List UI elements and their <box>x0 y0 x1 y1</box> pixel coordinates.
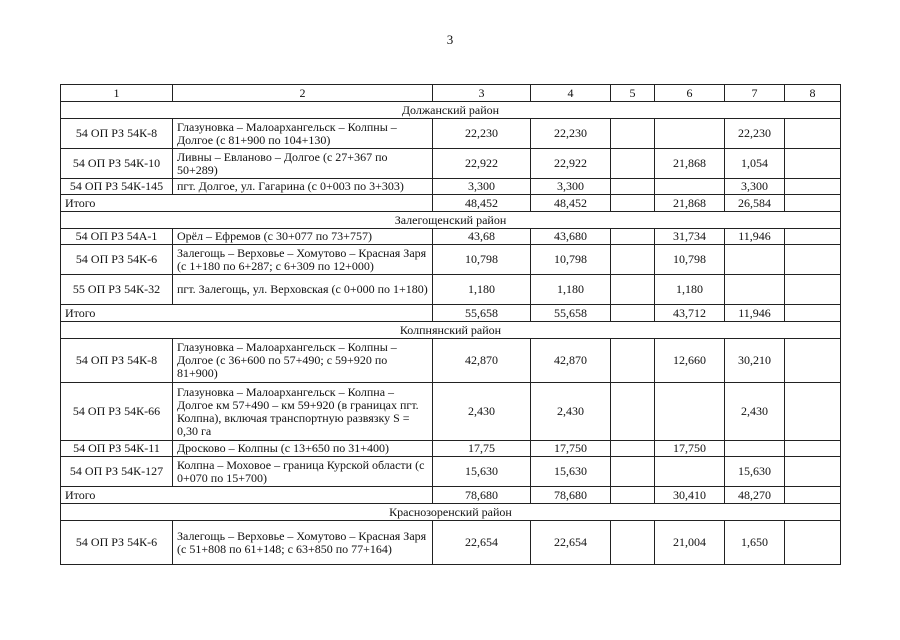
column-number: 8 <box>785 85 841 102</box>
road-code-cell: 54 ОП РЗ 54К-11 <box>61 441 173 457</box>
road-name-cell: Орёл – Ефремов (с 30+077 по 73+757) <box>173 229 433 245</box>
road-row <box>61 441 841 457</box>
district-row <box>61 504 841 521</box>
road-name-cell: пгт. Долгое, ул. Гагарина (с 0+003 по 3+303) <box>173 179 433 195</box>
value-cell-c3: 43,68 <box>433 229 531 245</box>
value-cell-c4: 2,430 <box>531 383 611 441</box>
value-cell-c4: 43,680 <box>531 229 611 245</box>
district-row <box>61 322 841 339</box>
value-cell-c3: 17,75 <box>433 441 531 457</box>
road-row <box>61 179 841 195</box>
value-cell-c7: 11,946 <box>725 229 785 245</box>
column-number: 5 <box>611 85 655 102</box>
value-cell-c3: 15,630 <box>433 457 531 487</box>
value-cell-c5 <box>611 245 655 275</box>
road-code-cell: 54 ОП РЗ 54К-145 <box>61 179 173 195</box>
value-cell-c6 <box>655 457 725 487</box>
value-cell-c3: 3,300 <box>433 179 531 195</box>
table-body <box>61 85 841 565</box>
road-name-cell: Колпна – Моховое – граница Курской области (с 0+070 по 15+700) <box>173 457 433 487</box>
value-cell-c8 <box>785 339 841 383</box>
value-cell-c8 <box>785 521 841 565</box>
road-code-cell: 54 ОП РЗ 54К-127 <box>61 457 173 487</box>
road-row <box>61 457 841 487</box>
value-cell-c6: 17,750 <box>655 441 725 457</box>
value-cell-c4: 1,180 <box>531 275 611 305</box>
value-cell-c7: 1,650 <box>725 521 785 565</box>
value-cell-c8 <box>785 383 841 441</box>
road-code-cell: 54 ОП РЗ 54К-66 <box>61 383 173 441</box>
value-cell-c4: 22,654 <box>531 521 611 565</box>
value-cell-c7: 30,210 <box>725 339 785 383</box>
value-cell-c6: 21,868 <box>655 149 725 179</box>
value-cell-c5 <box>611 339 655 383</box>
value-cell-c8 <box>785 149 841 179</box>
value-cell-c8 <box>785 245 841 275</box>
road-name-cell: Ливны – Евланово – Долгое (с 27+367 по 50+289) <box>173 149 433 179</box>
road-row <box>61 275 841 305</box>
total-row <box>61 305 841 322</box>
total-cell-c8 <box>785 195 841 212</box>
district-row <box>61 212 841 229</box>
value-cell-c6: 21,004 <box>655 521 725 565</box>
value-cell-c5 <box>611 119 655 149</box>
road-row <box>61 521 841 565</box>
page-number: 3 <box>446 32 454 47</box>
road-row <box>61 119 841 149</box>
road-code-cell: 54 ОП РЗ 54К-8 <box>61 119 173 149</box>
value-cell-c8 <box>785 441 841 457</box>
total-row <box>61 195 841 212</box>
road-row <box>61 245 841 275</box>
total-label: Итого <box>61 305 433 322</box>
district-heading: Должанский район <box>61 102 841 119</box>
value-cell-c6 <box>655 119 725 149</box>
total-cell-c7: 11,946 <box>725 305 785 322</box>
value-cell-c5 <box>611 383 655 441</box>
value-cell-c3: 22,654 <box>433 521 531 565</box>
column-number: 4 <box>531 85 611 102</box>
value-cell-c4: 3,300 <box>531 179 611 195</box>
value-cell-c6 <box>655 383 725 441</box>
value-cell-c5 <box>611 275 655 305</box>
value-cell-c7 <box>725 245 785 275</box>
value-cell-c3: 10,798 <box>433 245 531 275</box>
value-cell-c8 <box>785 229 841 245</box>
road-name-cell: Глазуновка – Малоархангельск – Колпна – Долгое км 57+490 – км 59+920 (в границах пгт. Колпна), включая транспортную развязку S = 0,30 га <box>173 383 433 441</box>
road-row <box>61 149 841 179</box>
total-cell-c5 <box>611 195 655 212</box>
value-cell-c7: 15,630 <box>725 457 785 487</box>
district-row <box>61 102 841 119</box>
road-code-cell: 55 ОП РЗ 54К-32 <box>61 275 173 305</box>
total-cell-c7: 48,270 <box>725 487 785 504</box>
total-cell-c6: 30,410 <box>655 487 725 504</box>
road-code-cell: 54 ОП РЗ 54А-1 <box>61 229 173 245</box>
value-cell-c5 <box>611 179 655 195</box>
value-cell-c3: 22,922 <box>433 149 531 179</box>
roads-table <box>60 84 841 565</box>
value-cell-c7: 22,230 <box>725 119 785 149</box>
value-cell-c6: 31,734 <box>655 229 725 245</box>
value-cell-c4: 22,922 <box>531 149 611 179</box>
value-cell-c5 <box>611 457 655 487</box>
road-row <box>61 229 841 245</box>
value-cell-c4: 17,750 <box>531 441 611 457</box>
district-heading: Залегощенский район <box>61 212 841 229</box>
road-name-cell: Глазуновка – Малоархангельск – Колпны – Долгое (с 81+900 по 104+130) <box>173 119 433 149</box>
value-cell-c5 <box>611 229 655 245</box>
total-label: Итого <box>61 195 433 212</box>
value-cell-c5 <box>611 441 655 457</box>
value-cell-c4: 42,870 <box>531 339 611 383</box>
column-number: 1 <box>61 85 173 102</box>
road-name-cell: Дросково – Колпны (с 13+650 по 31+400) <box>173 441 433 457</box>
value-cell-c6: 1,180 <box>655 275 725 305</box>
road-code-cell: 54 ОП РЗ 54К-6 <box>61 521 173 565</box>
value-cell-c8 <box>785 119 841 149</box>
total-cell-c3: 48,452 <box>433 195 531 212</box>
value-cell-c4: 15,630 <box>531 457 611 487</box>
value-cell-c8 <box>785 457 841 487</box>
road-row <box>61 383 841 441</box>
value-cell-c6 <box>655 179 725 195</box>
value-cell-c5 <box>611 521 655 565</box>
total-cell-c3: 78,680 <box>433 487 531 504</box>
total-label: Итого <box>61 487 433 504</box>
total-cell-c3: 55,658 <box>433 305 531 322</box>
value-cell-c7: 2,430 <box>725 383 785 441</box>
total-cell-c7: 26,584 <box>725 195 785 212</box>
value-cell-c7: 1,054 <box>725 149 785 179</box>
value-cell-c3: 42,870 <box>433 339 531 383</box>
district-heading: Краснозоренский район <box>61 504 841 521</box>
total-cell-c6: 21,868 <box>655 195 725 212</box>
value-cell-c6: 10,798 <box>655 245 725 275</box>
value-cell-c3: 22,230 <box>433 119 531 149</box>
value-cell-c4: 22,230 <box>531 119 611 149</box>
road-code-cell: 54 ОП РЗ 54К-8 <box>61 339 173 383</box>
road-code-cell: 54 ОП РЗ 54К-6 <box>61 245 173 275</box>
road-name-cell: пгт. Залегощь, ул. Верховская (с 0+000 по 1+180) <box>173 275 433 305</box>
road-row <box>61 339 841 383</box>
value-cell-c6: 12,660 <box>655 339 725 383</box>
value-cell-c3: 1,180 <box>433 275 531 305</box>
total-cell-c4: 55,658 <box>531 305 611 322</box>
value-cell-c3: 2,430 <box>433 383 531 441</box>
road-name-cell: Залегощь – Верховье – Хомутово – Красная Заря (с 51+808 по 61+148; с 63+850 по 77+164) <box>173 521 433 565</box>
value-cell-c4: 10,798 <box>531 245 611 275</box>
column-number: 3 <box>433 85 531 102</box>
total-cell-c4: 78,680 <box>531 487 611 504</box>
total-cell-c6: 43,712 <box>655 305 725 322</box>
total-cell-c5 <box>611 305 655 322</box>
total-cell-c8 <box>785 487 841 504</box>
column-number-row <box>61 85 841 102</box>
total-cell-c5 <box>611 487 655 504</box>
road-name-cell: Глазуновка – Малоархангельск – Колпны – Долгое (с 36+600 по 57+490; с 59+920 по 81+900) <box>173 339 433 383</box>
district-heading: Колпнянский район <box>61 322 841 339</box>
column-number: 7 <box>725 85 785 102</box>
value-cell-c7: 3,300 <box>725 179 785 195</box>
value-cell-c7 <box>725 275 785 305</box>
road-code-cell: 54 ОП РЗ 54К-10 <box>61 149 173 179</box>
value-cell-c8 <box>785 275 841 305</box>
road-name-cell: Залегощь – Верховье – Хомутово – Красная Заря (с 1+180 по 6+287; с 6+309 по 12+000) <box>173 245 433 275</box>
total-cell-c4: 48,452 <box>531 195 611 212</box>
value-cell-c7 <box>725 441 785 457</box>
total-row <box>61 487 841 504</box>
value-cell-c5 <box>611 149 655 179</box>
column-number: 6 <box>655 85 725 102</box>
total-cell-c8 <box>785 305 841 322</box>
column-number: 2 <box>173 85 433 102</box>
value-cell-c8 <box>785 179 841 195</box>
